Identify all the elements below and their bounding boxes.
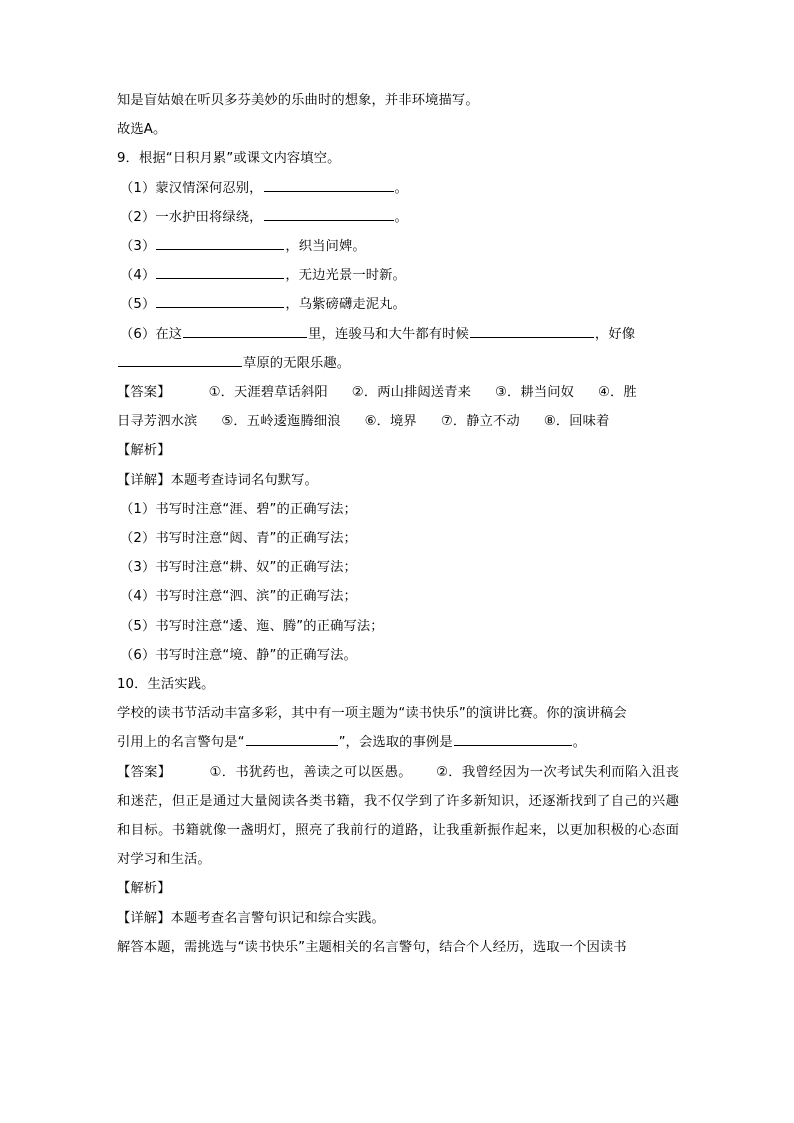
answer-blank[interactable] <box>470 324 594 338</box>
answer-entry-7: ⑦．静立不动 <box>440 414 520 430</box>
item-number: （5） <box>120 297 156 313</box>
question-9-item-5 <box>117 290 679 319</box>
detail-label: 【详解】 <box>117 472 171 488</box>
body-text-b: ”，会选取的事例是 <box>338 735 453 751</box>
item-text-seg3: ，好像 <box>594 326 636 342</box>
question-10-body-line-2 <box>117 728 679 757</box>
answer-text-1: 书犹药也，善读之可以医愚。 <box>235 764 412 780</box>
question-10-answer <box>117 758 679 875</box>
item-text-before: 蒙汉情深何忍别， <box>155 180 263 196</box>
answer-entry-8: ⑧．回味着 <box>543 414 610 430</box>
item-text-after: ，乌紫磅礴走泥丸。 <box>285 297 406 313</box>
item-number: （4） <box>120 268 156 284</box>
detail-intro: 本题考查诗词名句默写。 <box>170 472 318 488</box>
answer-entry-5: ⑤．五岭逶迤腾细浪 <box>221 414 341 430</box>
question-9-detail-1: （1）书写时注意“涯、碧”的正确写法； <box>120 501 357 517</box>
answer-blank[interactable] <box>118 353 242 367</box>
question-9-detail-4: （4）书写时注意“泗、滨”的正确写法； <box>120 589 357 605</box>
question-9-item-3 <box>117 232 679 261</box>
question-10-detail-body: 解答本题，需挑选与“读书快乐”主题相关的名言警句，结合个人经历，选取一个因读书 <box>117 939 627 955</box>
answer-entry-1: ①．天涯碧草话斜阳 <box>208 385 328 401</box>
answer-blank[interactable] <box>264 178 394 192</box>
item-text-seg4: 草原的无限乐趣。 <box>243 355 351 371</box>
question-9-detail-6: （6）书写时注意“境、静”的正确写法。 <box>120 647 357 663</box>
question-10-detail-line <box>117 904 679 933</box>
previous-explanation-tail: 知是盲姑娘在听贝多芬美妙的乐曲时的想象，并非环境描写。 <box>117 93 479 108</box>
answer-label: 【答案】 <box>117 764 172 780</box>
answer-blank[interactable] <box>246 732 338 746</box>
detail-intro: 本题考查名言警句识记和综合实践。 <box>170 910 385 926</box>
detail-label: 【详解】 <box>117 910 171 926</box>
answer-text-2: 我曾经因为一次考试失利而陷入沮丧和迷茫，但正是通过大量阅读各类书籍，我不仅学到了许多新知识，还逐渐找到了自己的兴趣和目标。书籍就像一盏明灯，照亮了我前行的道路，让我重新振作起来，以更加积极的心态面对学习和生活。 <box>117 764 679 868</box>
body-text-a: 引用上的名言警句是“ <box>117 735 245 751</box>
answer-entry-4-cont: 日寻芳泗水滨 <box>117 414 198 430</box>
page-content <box>117 86 679 962</box>
item-text-after: ，织当问婢。 <box>285 239 366 255</box>
item-number: （1） <box>120 180 156 196</box>
question-9-analysis-label: 【解析】 <box>117 443 171 459</box>
answer-mark-2: ②． <box>435 764 462 780</box>
answer-blank[interactable] <box>454 732 572 746</box>
item-text-after: ，无边光景一时新。 <box>285 268 406 284</box>
item-text-seg1: 在这 <box>155 326 183 342</box>
question-9-stem: 9．根据“日积月累”或课文内容填空。 <box>117 151 341 167</box>
answer-entry-4-part: ④．胜 <box>598 385 637 401</box>
previous-answer-choice: 故选A。 <box>117 122 167 138</box>
answer-label: 【答案】 <box>117 385 171 401</box>
question-9-item-1 <box>117 174 679 203</box>
body-text-c: 。 <box>572 735 587 751</box>
question-9-detail-5: （5）书写时注意“逶、迤、腾”的正确写法； <box>120 618 384 634</box>
question-9-item-6-line-1 <box>117 320 679 349</box>
question-9-item-4 <box>117 261 679 290</box>
question-10-stem: 10．生活实践。 <box>117 677 215 693</box>
question-9-detail-3: （3）书写时注意“耕、奴”的正确写法； <box>120 560 357 576</box>
answer-entry-6: ⑥．境界 <box>364 414 417 430</box>
item-number: （6） <box>120 326 156 342</box>
item-text-seg2: 里，连骏马和大牛都有时候 <box>308 326 469 342</box>
item-text-before: 一水护田将绿绕， <box>155 209 263 225</box>
question-9-item-2 <box>117 203 679 232</box>
question-9-detail-2: （2）书写时注意“闼、青”的正确写法； <box>120 531 357 547</box>
answer-blank[interactable] <box>264 207 394 221</box>
question-9-answer-line-1 <box>117 378 679 407</box>
answer-mark-1: ①． <box>209 764 236 780</box>
answer-blank[interactable] <box>156 265 284 279</box>
answer-entry-3: ③．耕当问奴 <box>495 385 575 401</box>
answer-entry-2: ②．两山排闼送青来 <box>351 385 471 401</box>
item-number: （3） <box>120 239 156 255</box>
answer-blank[interactable] <box>183 324 307 338</box>
answer-blank[interactable] <box>156 236 284 250</box>
question-10-analysis-label: 【解析】 <box>117 881 171 897</box>
answer-blank[interactable] <box>156 294 284 308</box>
question-10-body-line-1: 学校的读书节活动丰富多彩，其中有一项主题为“读书快乐”的演讲比赛。你的演讲稿会 <box>117 706 627 722</box>
question-9-detail-line <box>117 466 679 495</box>
item-number: （2） <box>120 209 156 225</box>
item-text-after: 。 <box>394 180 408 196</box>
item-text-after: 。 <box>394 209 408 225</box>
question-9-answer-line-2 <box>117 407 679 436</box>
question-9-item-6-line-2 <box>117 349 679 378</box>
